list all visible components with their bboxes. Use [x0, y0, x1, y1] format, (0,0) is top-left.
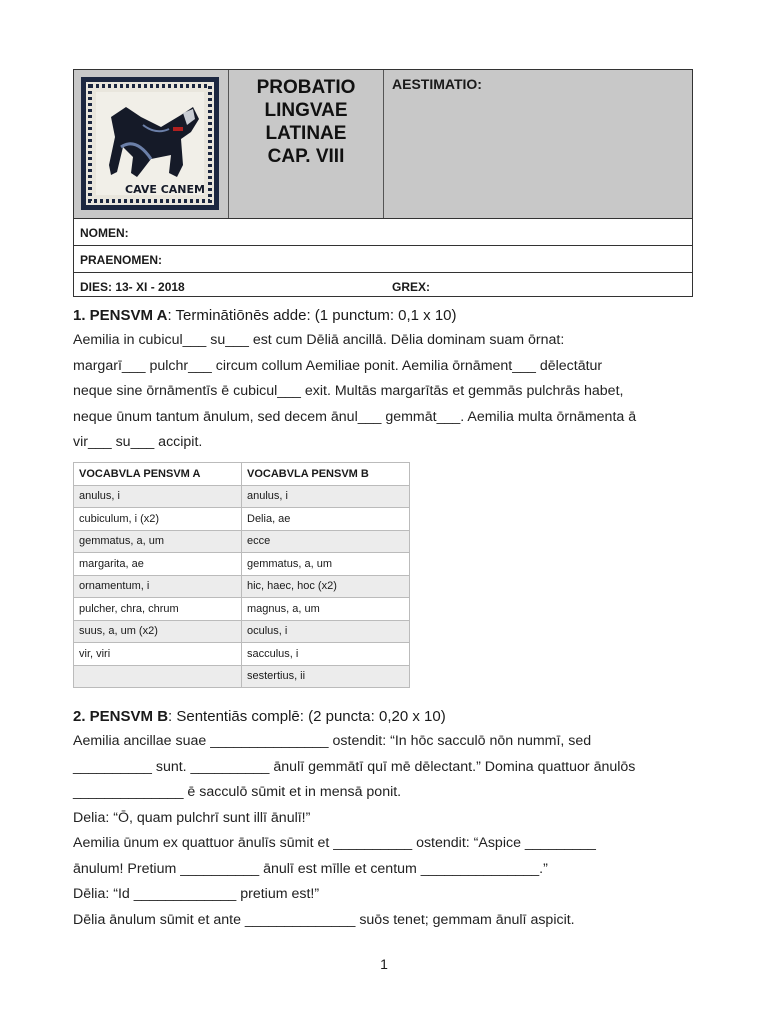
pensum-a-line: neque sine ōrnāmentīs ē cubicul___ exit. Multās margarītās et gemmās pulchrās habet, [73, 383, 624, 399]
pensum-a-line: vir___ su___ accipit. [73, 434, 203, 450]
vocabulary-table [73, 462, 410, 688]
table-row [74, 508, 410, 531]
table-row [74, 530, 410, 553]
table-cell: anulus, i [74, 485, 242, 508]
pensum-b-label: 2. PENSVM B [73, 708, 169, 725]
pensum-b-line: Dēlia: “Id _____________ pretium est!” [73, 886, 320, 902]
table-cell: Delia, ae [242, 508, 410, 531]
pensum-a-line: Aemilia in cubicul___ su___ est cum Dēliā ancillā. Dēlia dominam suam ōrnat: [73, 332, 565, 348]
pensum-a-title [73, 307, 457, 324]
pensum-a-text [73, 328, 713, 456]
page-number: 1 [380, 956, 388, 972]
table-row [74, 598, 410, 621]
table-cell: margarita, ae [74, 553, 242, 576]
dies-label: DIES: 13- XI - 2018 [80, 280, 185, 294]
table-cell: gemmatus, a, um [242, 553, 410, 576]
title-line: CAP. VIII [267, 146, 345, 167]
praenomen-label: PRAENOMEN: [80, 253, 163, 267]
exam-title [229, 70, 384, 218]
pensum-b-text [73, 729, 713, 933]
table-cell: sacculus, i [242, 643, 410, 666]
grex-label: GREX: [392, 280, 431, 294]
mosaic-cell [74, 70, 229, 218]
title-line: PROBATIO [256, 77, 356, 98]
pensum-a-line: neque ūnum tantum ānulum, sed decem ānul___ gemmāt___. Aemilia multa ōrnāmenta ā [73, 408, 637, 425]
pensum-b-title [73, 708, 446, 725]
table-cell [74, 665, 242, 688]
pensum-b-line: ______________ ē sacculō sūmit et in mensā ponit. [73, 784, 402, 800]
pensum-b-line: Aemilia ūnum ex quattuor ānulīs sūmit et __________ ostendit: “Aspice _________ [73, 835, 596, 851]
table-header-row [74, 463, 410, 486]
column-header: VOCABVLA PENSVM B [242, 463, 410, 486]
header-top-row [74, 70, 692, 218]
table-cell: cubiculum, i (x2) [74, 508, 242, 531]
pensum-b-line: Dēlia ānulum sūmit et ante ______________ suōs tenet; gemmam ānulī aspicit. [73, 911, 575, 928]
table-cell: vir, viri [74, 643, 242, 666]
table-cell: ornamentum, i [74, 575, 242, 598]
praenomen-row[interactable] [74, 245, 692, 272]
table-row [74, 575, 410, 598]
pensum-b-line: __________ sunt. __________ ānulī gemmātī quī mē dēlectant.” Domina quattuor ānulōs [73, 758, 636, 775]
title-line: LINGVAE [264, 100, 348, 121]
pensum-b-line: Aemilia ancillae suae _______________ ostendit: “In hōc sacculō nōn nummī, sed [73, 733, 592, 749]
pensum-b-instruction: : Sententiās complē: (2 puncta: 0,20 x 10) [168, 708, 446, 725]
pensum-b-line: Delia: “Ō, quam pulchrī sunt illī ānulī!” [73, 809, 311, 826]
table-cell: anulus, i [242, 485, 410, 508]
table-cell: magnus, a, um [242, 598, 410, 621]
table-row [74, 553, 410, 576]
table-cell: oculus, i [242, 620, 410, 643]
nomen-row[interactable] [74, 218, 692, 245]
pensum-a-label: 1. PENSVM A [73, 307, 168, 324]
pensum-b-line: ānulum! Pretium __________ ānulī est mīlle et centum _______________.” [73, 860, 548, 877]
table-cell: sestertius, ii [242, 665, 410, 688]
exam-header [73, 69, 693, 297]
table-cell: ecce [242, 530, 410, 553]
mosaic-inscription: CAVE CANEM [125, 183, 205, 196]
pensum-a-instruction: : Terminātiōnēs adde: (1 punctum: 0,1 x 10) [167, 307, 457, 324]
aestimatio-label: AESTIMATIO: [392, 76, 482, 92]
nomen-label: NOMEN: [80, 226, 129, 240]
table-row [74, 665, 410, 688]
table-cell: pulcher, chra, chrum [74, 598, 242, 621]
column-header: VOCABVLA PENSVM A [74, 463, 242, 486]
title-line: LATINAE [265, 123, 347, 144]
cave-canem-dog-mosaic-icon [81, 77, 219, 210]
dies-grex-row[interactable] [74, 272, 692, 297]
table-row [74, 620, 410, 643]
table-cell: hic, haec, hoc (x2) [242, 575, 410, 598]
table-row [74, 485, 410, 508]
table-row [74, 643, 410, 666]
table-cell: suus, a, um (x2) [74, 620, 242, 643]
pensum-a-line: margarī___ pulchr___ circum collum Aemiliae ponit. Aemilia ōrnāment___ dēlectātur [73, 357, 603, 374]
table-cell: gemmatus, a, um [74, 530, 242, 553]
